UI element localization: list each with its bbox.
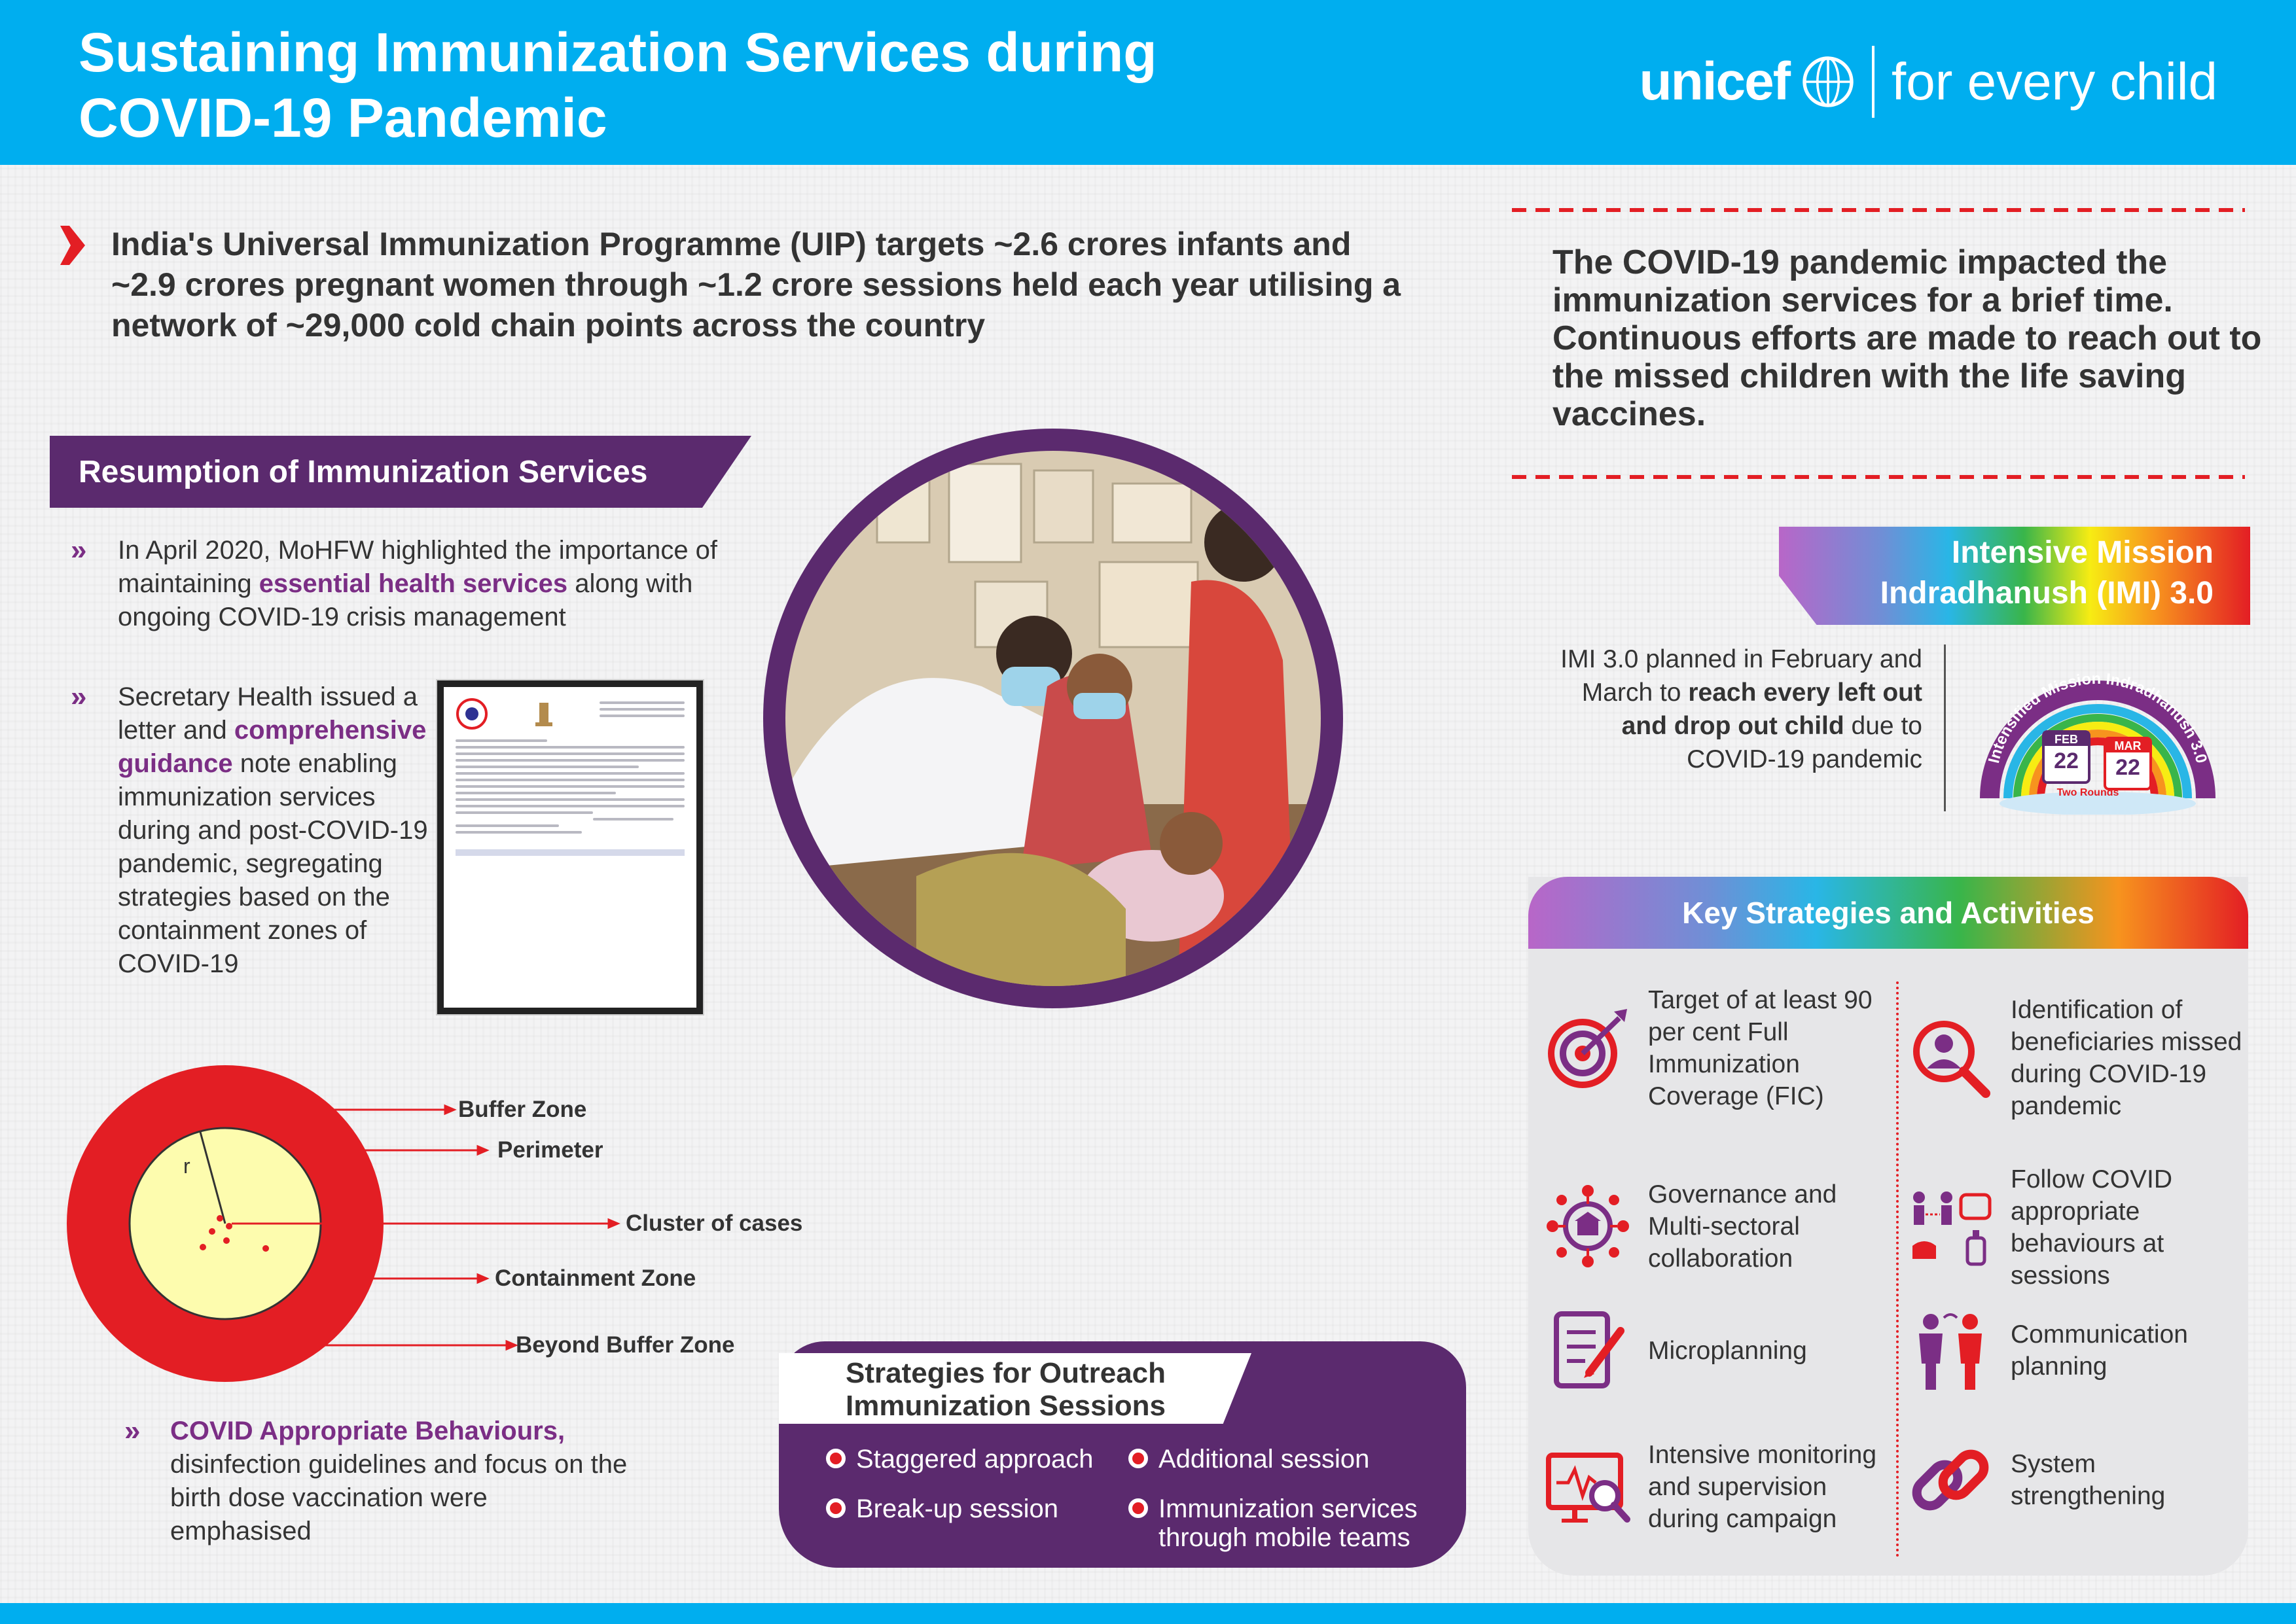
outreach-item xyxy=(1128,1445,1369,1474)
text-line xyxy=(600,708,685,711)
outreach-item-label: Staggered approach xyxy=(856,1445,1094,1474)
dashed-divider xyxy=(1512,208,2245,212)
strategy-item-microplanning xyxy=(1542,1305,1882,1396)
dotted-divider xyxy=(1896,981,1899,1557)
label-buffer-zone: Buffer Zone xyxy=(458,1097,587,1122)
outreach-item xyxy=(826,1445,1094,1474)
label-cluster-of-cases: Cluster of cases xyxy=(626,1210,803,1236)
strategy-item-fic-target xyxy=(1542,976,1882,1120)
emblem-icon xyxy=(528,697,560,730)
covid-behaviour-icon xyxy=(1905,1182,1996,1273)
case-dot xyxy=(217,1215,223,1222)
text-segment: In April 2020, MoHFW highlighted the importance of maintaining xyxy=(118,536,718,598)
brand-name: unicef xyxy=(1639,52,1790,111)
arrow-marker-icon xyxy=(60,226,85,265)
vertical-divider xyxy=(1944,644,1946,811)
text-segment: along with ongoing COVID-19 crisis management xyxy=(118,569,693,631)
bullet-dot-icon xyxy=(826,1498,846,1518)
unicef-globe-icon xyxy=(1799,52,1857,111)
person-search-icon xyxy=(1905,1012,1996,1104)
strategy-label: Follow COVID appropriate behaviours at sessions xyxy=(2011,1165,2173,1290)
badge-day-2: 22 xyxy=(2115,755,2140,780)
double-chevron-icon: » xyxy=(71,534,87,566)
strategy-label: Intensive monitoring and supervision during campaign xyxy=(1648,1440,1877,1533)
outreach-item-label: Additional session xyxy=(1158,1445,1370,1474)
badge-arc-text: Intensified Mission Indradhanush 3.0 xyxy=(1984,669,2211,766)
highlight-text: COVID Appropriate Behaviours, xyxy=(170,1417,565,1445)
label-beyond-buffer-zone: Beyond Buffer Zone xyxy=(516,1332,735,1358)
label-perimeter: Perimeter xyxy=(497,1137,603,1163)
text-line xyxy=(456,779,685,781)
strategy-label: Governance and Multi-sectoral collaboration xyxy=(1648,1180,1837,1273)
text-line xyxy=(456,752,685,755)
outreach-item-label: Immunization services through mobile teams xyxy=(1158,1494,1418,1552)
text-line xyxy=(456,772,685,775)
text-line xyxy=(456,746,685,749)
vaccination-photo xyxy=(785,451,1321,986)
text-line xyxy=(456,766,639,768)
text-segment: IMI 3.0 planned in February and March to xyxy=(1560,645,1922,707)
badge-month-1: FEB xyxy=(2054,733,2078,746)
letter-address xyxy=(600,697,685,721)
case-dot xyxy=(200,1244,206,1250)
dashed-divider xyxy=(1512,475,2245,479)
governance-network-icon xyxy=(1542,1180,1634,1272)
unicef-brand xyxy=(1640,46,2217,118)
letter-footer xyxy=(456,849,685,856)
bullet-dot-icon xyxy=(1128,1449,1148,1468)
target-icon xyxy=(1542,1002,1634,1094)
text-line xyxy=(600,715,685,717)
outreach-item xyxy=(826,1494,1058,1523)
case-dot xyxy=(223,1237,230,1244)
letter-body xyxy=(456,739,685,856)
monitor-search-icon xyxy=(1542,1441,1634,1532)
text-line xyxy=(456,811,593,814)
strategy-label: Target of at least 90 per cent Full Immunization Coverage (FIC) xyxy=(1648,986,1873,1110)
resumption-item xyxy=(118,534,772,634)
page-title: Sustaining Immunization Services during COVID-19 Pandemic xyxy=(79,22,1157,149)
key-strategies-title: Key Strategies and Activities xyxy=(1682,896,2094,930)
highlight-text: essential health services xyxy=(259,569,568,598)
text-line xyxy=(600,701,685,704)
brand-tagline: for every child xyxy=(1892,52,2217,111)
outreach-item xyxy=(1128,1494,1462,1552)
outreach-title: Strategies for Outreach Immunization Sessions xyxy=(846,1357,1166,1422)
outreach-item-label: Break-up session xyxy=(856,1494,1059,1523)
strategy-label: Identification of beneficiaries missed during COVID-19 pandemic xyxy=(2011,996,2242,1120)
text-line xyxy=(456,785,685,788)
intro-text: India's Universal Immunization Programme (UIP) targets ~2.6 crores infants and ~2.9 crores pregnant women through ~1.2 crore sessions held each year utilising a network of ~29,000 cold chain points across the country xyxy=(111,226,1401,344)
text-line xyxy=(456,759,685,762)
text-line xyxy=(456,831,582,834)
chain-link-icon xyxy=(1905,1434,1996,1526)
label-containment-zone: Containment Zone xyxy=(495,1265,696,1291)
impact-statement: The COVID-19 pandemic impacted the immunization services for a brief time. Continuous efforts are made to reach out to the missed children with the life saving vaccines. xyxy=(1552,243,2262,433)
signature-line xyxy=(593,818,673,821)
text-line xyxy=(456,824,559,827)
bullet-dot-icon xyxy=(1128,1498,1148,1518)
checklist-icon xyxy=(1542,1305,1634,1396)
text-segment: note enabling immunization services during and post-COVID-19 pandemic, segregating strategies based on the containment zones of COVID-19 xyxy=(118,749,428,978)
strategy-item-monitoring xyxy=(1542,1421,1882,1552)
strategy-label: System strengthening xyxy=(2011,1450,2166,1510)
badge-month-2: MAR xyxy=(2114,739,2142,752)
text-segment: disinfection guidelines and focus on the birth dose vaccination were emphasised xyxy=(170,1450,628,1545)
brand-divider xyxy=(1872,46,1874,118)
vaccination-scene-illustration xyxy=(785,451,1321,986)
text-line xyxy=(456,792,616,794)
text-segment: Secretary Health issued a letter and xyxy=(118,682,418,745)
ministry-logo-icon xyxy=(456,697,488,730)
text-line xyxy=(456,805,685,807)
imi-description xyxy=(1552,643,1922,776)
imi-title: Intensive Mission Indradhanush (IMI) 3.0 xyxy=(1880,535,2214,610)
text-line xyxy=(456,798,685,801)
covid-behaviour-note xyxy=(170,1415,628,1548)
radius-label: r xyxy=(183,1154,190,1178)
strategy-item-covid-behaviour xyxy=(1905,1162,2245,1293)
strategy-item-communication xyxy=(1905,1305,2245,1396)
case-dot xyxy=(209,1228,215,1235)
highlight-text: comprehensive guidance xyxy=(118,716,427,778)
case-dot xyxy=(262,1245,269,1252)
case-dot xyxy=(226,1223,232,1229)
bullet-dot-icon xyxy=(826,1449,846,1468)
footer-bar xyxy=(0,1603,2296,1624)
bold-text: reach every left out and drop out child xyxy=(1621,679,1922,740)
strategy-label: Microplanning xyxy=(1648,1336,1807,1365)
text-segment: due to COVID-19 pandemic xyxy=(1687,712,1922,773)
text-line xyxy=(456,739,547,742)
double-chevron-icon: » xyxy=(124,1415,141,1447)
resumption-item xyxy=(118,680,432,981)
strategy-item-governance xyxy=(1542,1169,1882,1284)
strategy-label: Communication planning xyxy=(2011,1320,2188,1381)
strategy-item-identification xyxy=(1905,976,2245,1140)
communication-people-icon xyxy=(1905,1305,1996,1396)
guidance-letter-thumbnail xyxy=(437,680,703,1014)
section-title-resumption: Resumption of Immunization Services xyxy=(79,455,648,489)
badge-rounds: Two Rounds xyxy=(2056,787,2119,798)
double-chevron-icon: » xyxy=(71,680,87,713)
letter-header xyxy=(456,697,685,730)
strategy-item-system-strengthening xyxy=(1905,1434,2245,1526)
badge-day-1: 22 xyxy=(2054,749,2079,773)
imi-rainbow-badge-icon xyxy=(1970,635,2225,815)
